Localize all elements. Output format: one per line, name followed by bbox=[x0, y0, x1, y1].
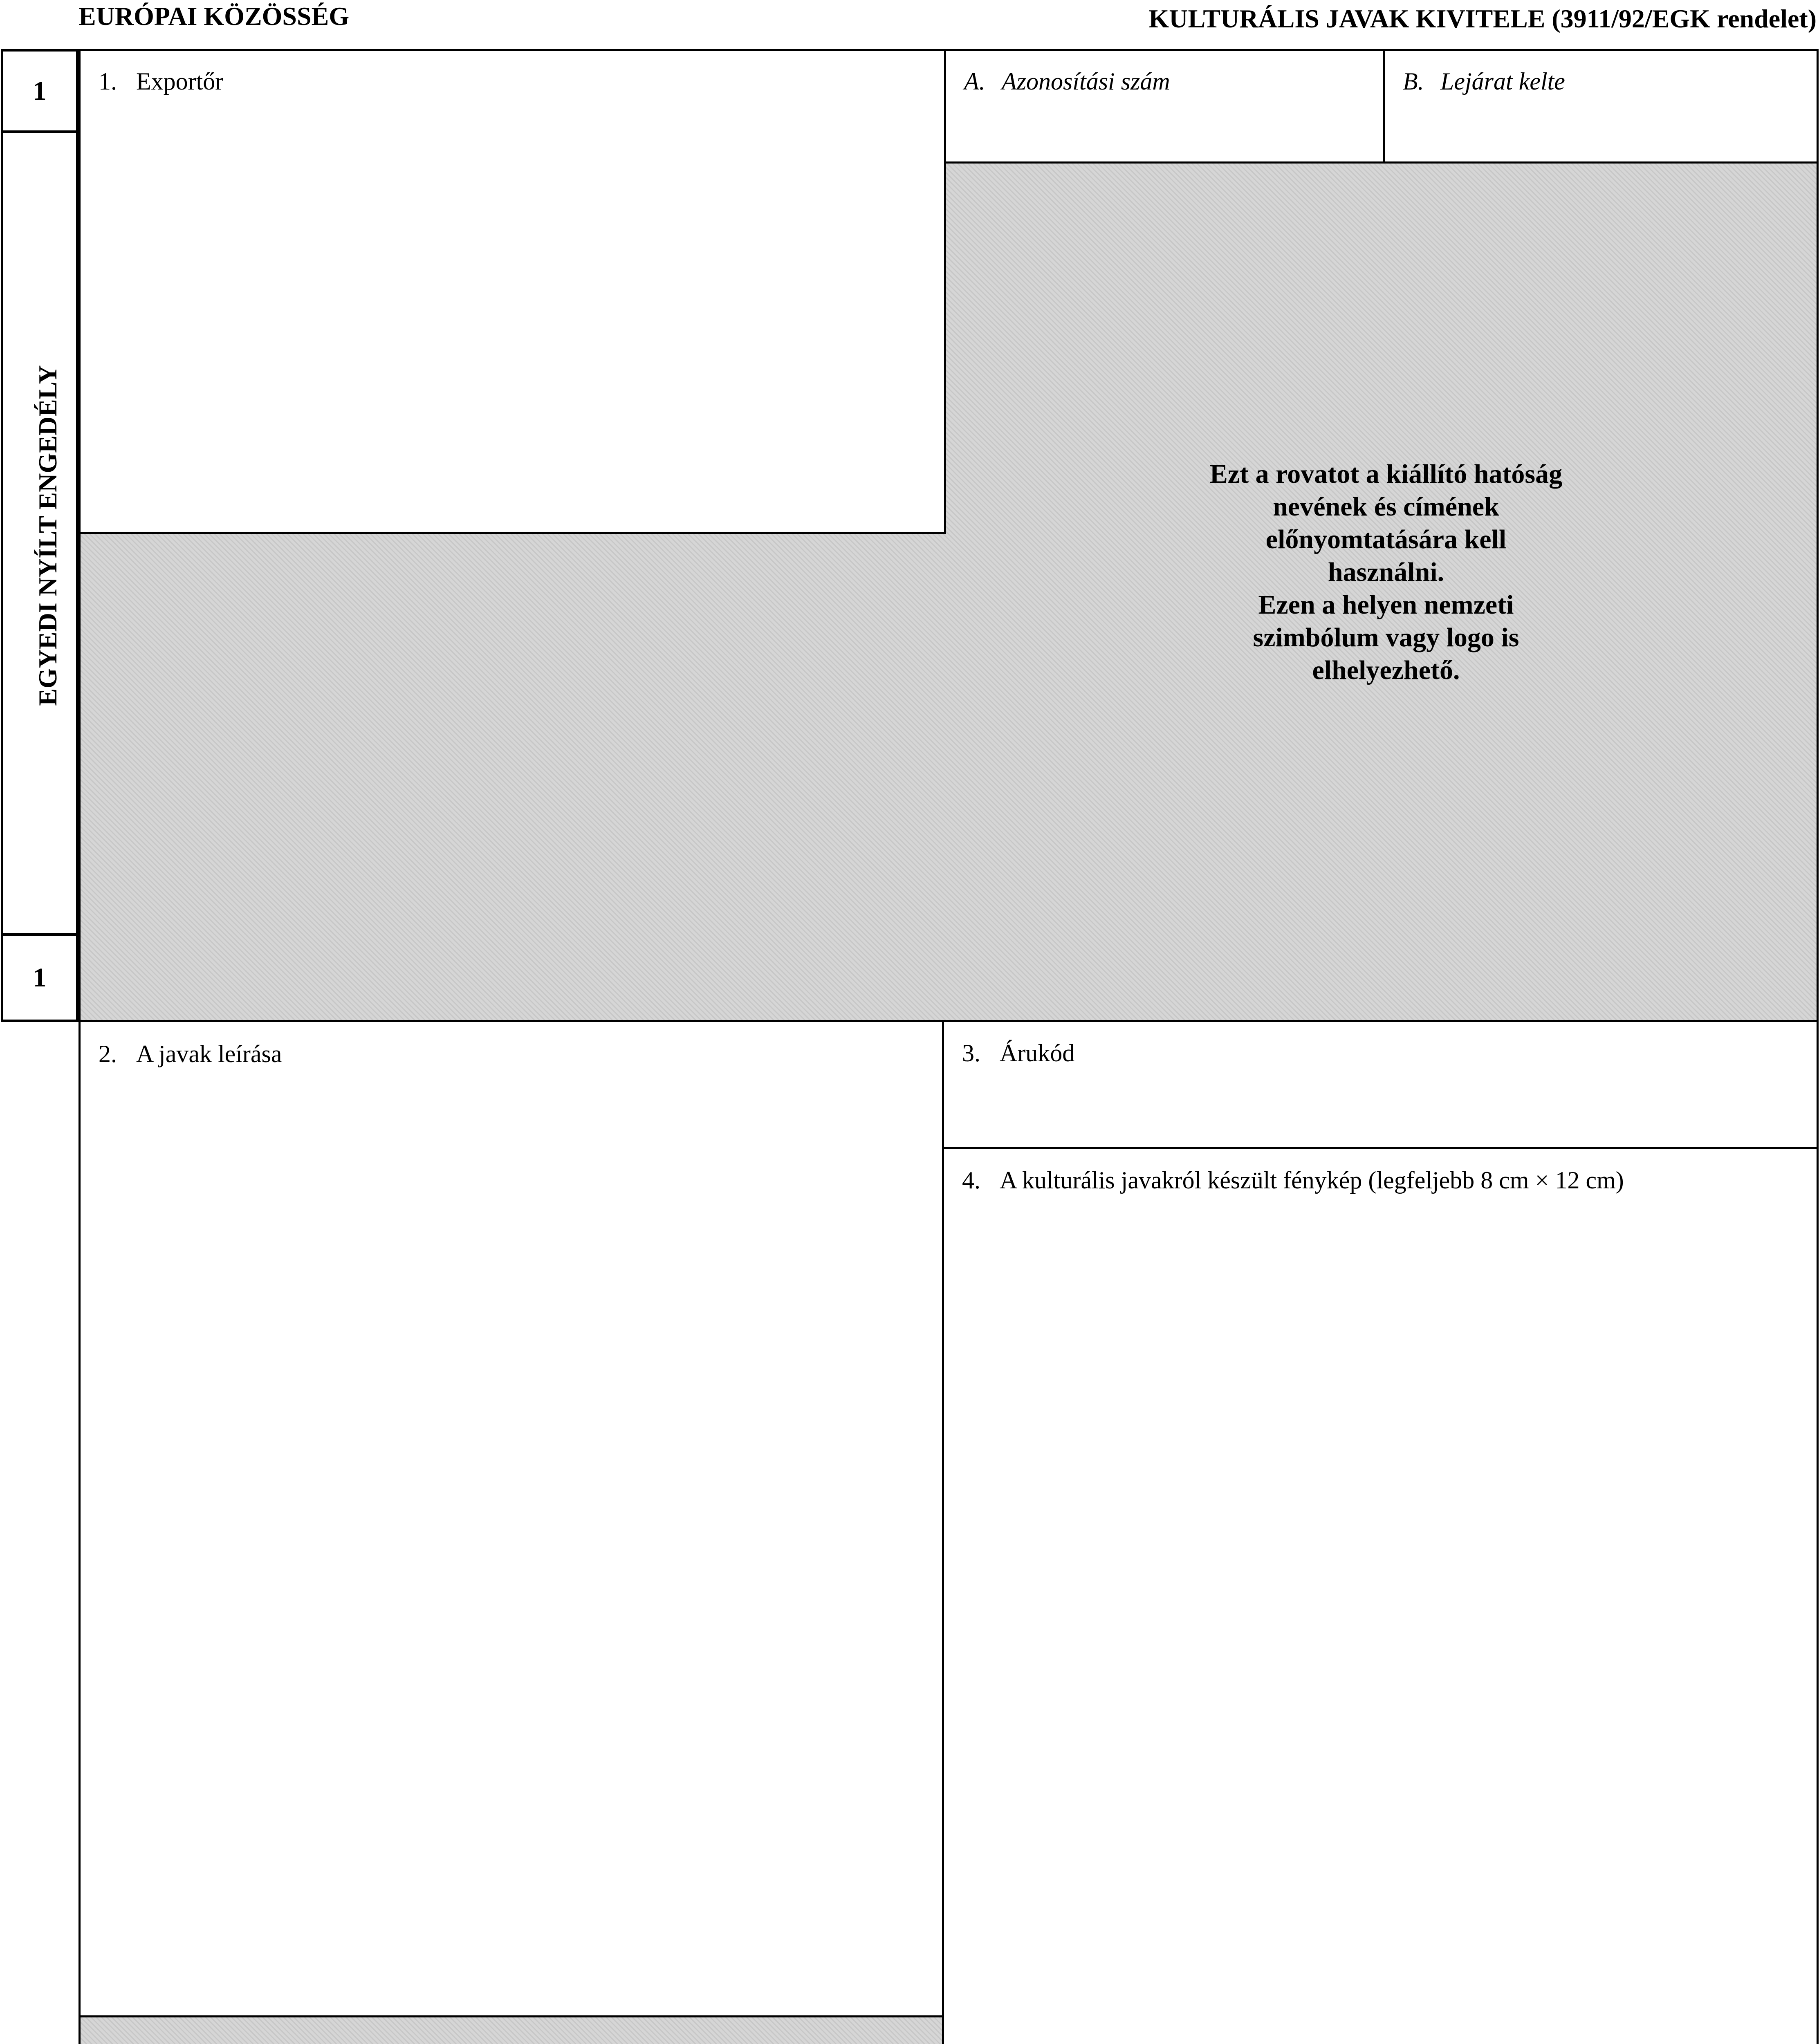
exporter-label bbox=[99, 69, 223, 94]
identification-number-label-text: Azonosítási szám bbox=[1002, 68, 1170, 95]
vertical-form-title: EGYEDI NYÍLT ENGEDÉLY bbox=[33, 365, 62, 706]
header-left-title: EURÓPAI KÖZÖSSÉG bbox=[79, 2, 350, 31]
identification-number-label bbox=[964, 69, 1170, 94]
exporter-box[interactable] bbox=[79, 49, 946, 534]
exporter-number: 1. bbox=[99, 68, 117, 95]
side-number-top-text: 1 bbox=[33, 76, 47, 106]
commodity-code-label-text: Árukód bbox=[1000, 1040, 1075, 1067]
commodity-code-label bbox=[962, 1041, 1074, 1065]
exporter-label-text: Exportőr bbox=[136, 68, 224, 95]
identification-number-letter: A. bbox=[964, 68, 985, 95]
authority-preprint-note: Ezt a rovatot a kiállító hatóság nevének és címének előnyomtatására kell használni. Ezen a helyen nemzeti szimbólum vagy logo is elhelyezhető. bbox=[1209, 459, 1563, 685]
member-state-preprint-area bbox=[79, 2015, 944, 2044]
expiry-date-letter: B. bbox=[1403, 68, 1424, 95]
photograph-label-text: A kulturális javakról készült fénykép (legfeljebb 8 cm × 12 cm) bbox=[1000, 1167, 1624, 1194]
commodity-code-box[interactable] bbox=[942, 1020, 1819, 1149]
photograph-number: 4. bbox=[962, 1167, 980, 1194]
expiry-date-label-text: Lejárat kelte bbox=[1440, 68, 1565, 95]
goods-description-label-text: A javak leírása bbox=[136, 1040, 282, 1067]
expiry-date-label bbox=[1403, 69, 1565, 94]
photograph-label bbox=[962, 1168, 1624, 1192]
header-right-title: KULTURÁLIS JAVAK KIVITELE (3911/92/EGK rendelet) bbox=[1148, 4, 1817, 33]
goods-description-label bbox=[99, 1042, 282, 1066]
side-number-bottom bbox=[1, 933, 79, 1022]
photograph-box[interactable] bbox=[942, 1147, 1819, 2044]
identification-number-box[interactable] bbox=[944, 49, 1385, 164]
side-number-bottom-text: 1 bbox=[33, 962, 47, 993]
expiry-date-box[interactable] bbox=[1383, 49, 1819, 164]
goods-description-box[interactable] bbox=[79, 1020, 944, 2017]
goods-description-number: 2. bbox=[99, 1040, 117, 1067]
commodity-code-number: 3. bbox=[962, 1040, 980, 1067]
side-number-top bbox=[1, 49, 79, 133]
